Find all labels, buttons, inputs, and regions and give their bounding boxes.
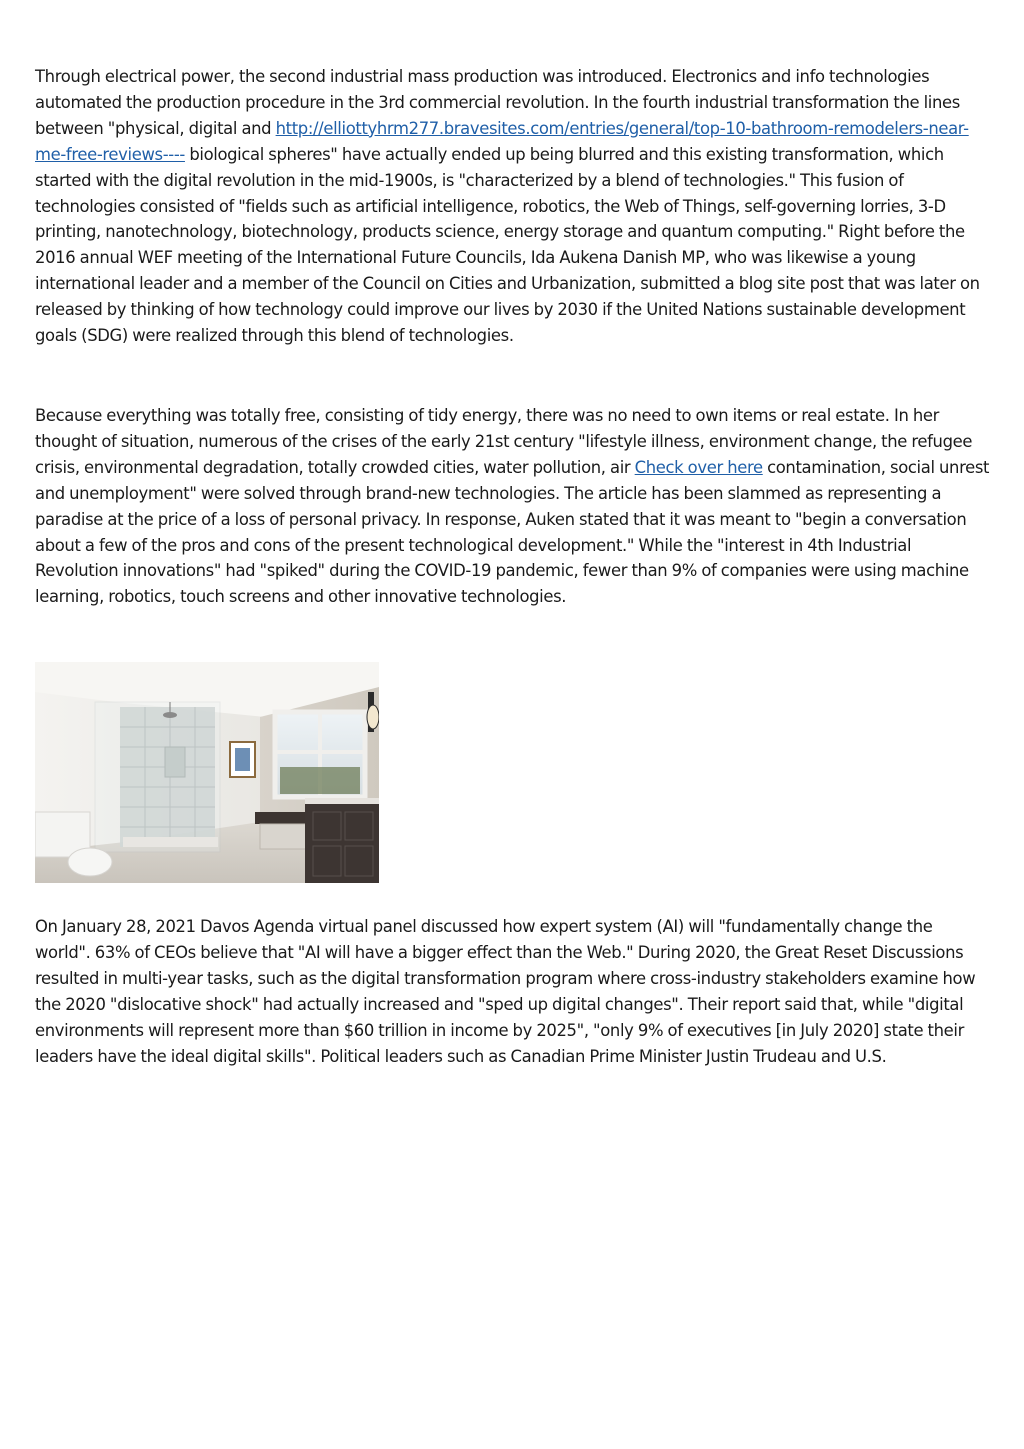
bathroom-illustration [35, 662, 379, 883]
paragraph-1-text-a: Through electrical power, the second industrial mass production was introduced. Electronics and info technologies automated the production procedure in the 3rd commercial revolution. In the fourth industrial transformation the lines between "physical, digital and [35, 67, 960, 138]
paragraph-2-text-b: contamination, social unrest and unemployment" were solved through brand-new technologies. The article has been slammed as representing a paradise at the price of a loss of personal privacy. In response, Auken stated that it was meant to "begin a conversation about a few of the pros and cons of the present technological development." While the "interest in 4th Industrial Revolution innovations" had "spiked" during the COVID-19 pandemic, fewer than 9% of companies were using machine learning, robotics, touch screens and other innovative technologies. [35, 457, 990, 607]
bathroom-remodelers-link[interactable]: http://elliottyhrm277.bravesites.com/entries/general/top-10-bathroom-remodelers-near-me-free-reviews---- [35, 118, 969, 164]
paragraph-1 [35, 64, 991, 349]
paragraph-2-text-a: Because everything was totally free, consisting of tidy energy, there was no need to own items or real estate. In her thought of situation, numerous of the crises of the early 21st century "lifestyle illness, environment change, the refugee crisis, environmental degradation, totally crowded cities, water pollution, air [35, 406, 973, 477]
check-over-here-link[interactable]: Check over here [634, 457, 763, 477]
paragraph-2 [35, 403, 991, 610]
bathroom-photo [35, 662, 379, 883]
paragraph-1-text-b: biological spheres" have actually ended up being blurred and this existing transformation, which started with the digital revolution in the mid-1900s, is "characterized by a blend of technologies." This fusion of technologies consisted of "fields such as artificial intelligence, robotics, the Web of Things, self-governing lorries, 3-D printing, nanotechnology, biotechnology, products science, energy storage and quantum computing." Right before the 2016 annual WEF meeting of the International Future Councils, Ida Aukena Danish MP, who was likewise a young international leader and a member of the Council on Cities and Urbanization, submitted a blog site post that was later on released by thinking of how technology could improve our lives by 2030 if the United Nations sustainable development goals (SDG) were realized through this blend of technologies. [35, 144, 980, 346]
paragraph-3: On January 28, 2021 Davos Agenda virtual panel discussed how expert system (AI) will "fundamentally change the world". 63% of CEOs believe that "AI will have a bigger effect than the Web." During 2020, the Great Reset Discussions resulted in multi-year tasks, such as the digital transformation program where cross-industry stakeholders examine how the 2020 "dislocative shock" had actually increased and "sped up digital changes". Their report said that, while "digital environments will represent more than $60 trillion in income by 2025", "only 9% of executives [in July 2020] state their leaders have the ideal digital skills". Political leaders such as Canadian Prime Minister Justin Trudeau and U.S. [35, 917, 976, 1066]
